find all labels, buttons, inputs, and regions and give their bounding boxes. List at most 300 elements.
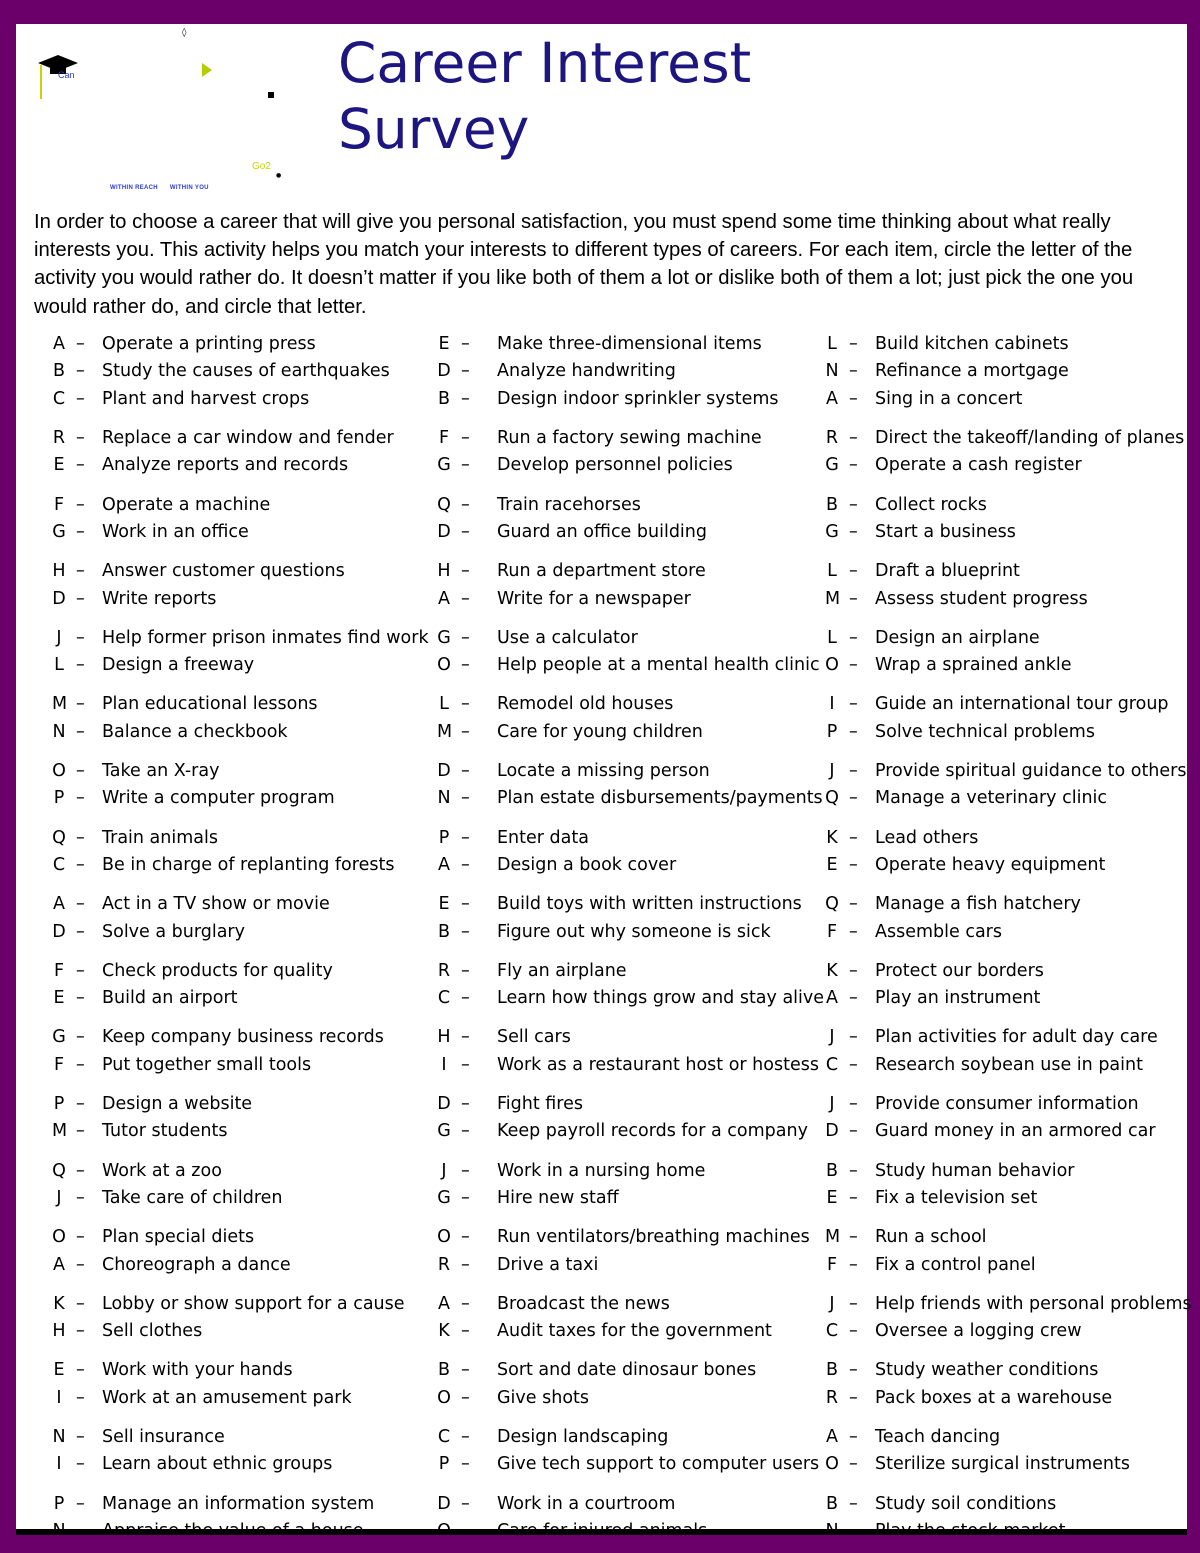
survey-item-activity: Check products for quality bbox=[102, 961, 333, 981]
survey-item-letter[interactable]: A bbox=[53, 894, 65, 914]
survey-item-activity: Locate a missing person bbox=[497, 761, 710, 781]
page-title-line1: Career Interest bbox=[338, 31, 752, 95]
survey-item-letter[interactable]: J bbox=[441, 1161, 447, 1181]
survey-item-activity: Study weather conditions bbox=[875, 1360, 1099, 1380]
survey-item-activity: Build toys with written instructions bbox=[497, 894, 802, 914]
survey-item-activity: Learn how things grow and stay alive bbox=[497, 988, 825, 1008]
survey-item-dash: – bbox=[76, 722, 85, 742]
survey-item-dash: – bbox=[76, 1027, 85, 1047]
survey-item-letter[interactable]: L bbox=[439, 694, 449, 714]
survey-item-activity: Fight fires bbox=[497, 1094, 583, 1114]
survey-item-dash: – bbox=[461, 1388, 470, 1408]
survey-item-dash: – bbox=[76, 855, 85, 875]
survey-item-dash: – bbox=[76, 561, 85, 581]
survey-item-dash: – bbox=[76, 1388, 85, 1408]
survey-item-activity: Solve a burglary bbox=[102, 922, 245, 942]
page-title bbox=[338, 30, 751, 162]
survey-item-dash: – bbox=[461, 694, 470, 714]
survey-item-letter[interactable]: G bbox=[437, 628, 451, 648]
survey-item-dash: – bbox=[461, 495, 470, 515]
survey-item-activity: Help people at a mental health clinic bbox=[497, 655, 820, 675]
survey-item-dash: – bbox=[76, 922, 85, 942]
survey-item-activity: Sterilize surgical instruments bbox=[875, 1454, 1130, 1474]
survey-item-letter[interactable]: P bbox=[438, 1454, 450, 1474]
survey-item-letter[interactable]: K bbox=[53, 1294, 65, 1314]
survey-item-letter[interactable]: P bbox=[53, 1094, 65, 1114]
survey-item-dash: – bbox=[461, 561, 470, 581]
survey-item-letter[interactable]: M bbox=[825, 589, 841, 609]
survey-item-activity: Replace a car window and fender bbox=[102, 428, 394, 448]
survey-item-letter[interactable]: B bbox=[437, 389, 450, 409]
survey-item-dash: – bbox=[461, 522, 470, 542]
survey-item-dash: – bbox=[461, 961, 470, 981]
survey-item-letter[interactable]: L bbox=[54, 655, 64, 675]
survey-item-letter[interactable]: F bbox=[826, 922, 838, 942]
survey-item-dash: – bbox=[849, 988, 858, 1008]
survey-item-activity: Give shots bbox=[497, 1388, 590, 1408]
survey-item-letter[interactable]: O bbox=[437, 1227, 451, 1247]
survey-item-activity: Lobby or show support for a cause bbox=[102, 1294, 405, 1314]
survey-item-letter[interactable]: K bbox=[438, 1321, 450, 1341]
survey-item-letter[interactable]: I bbox=[56, 1454, 62, 1474]
survey-item-letter[interactable]: O bbox=[825, 655, 839, 675]
page-border-top bbox=[0, 0, 1200, 24]
survey-item-dash: – bbox=[849, 389, 858, 409]
survey-item-dash: – bbox=[461, 1454, 470, 1474]
survey-item-letter[interactable]: F bbox=[53, 961, 65, 981]
survey-item-letter[interactable]: K bbox=[826, 961, 838, 981]
survey-item-dash: – bbox=[76, 495, 85, 515]
survey-item-activity: Study the causes of earthquakes bbox=[102, 361, 390, 381]
survey-item-dash: – bbox=[461, 428, 470, 448]
survey-item-dash: – bbox=[461, 1255, 470, 1275]
survey-item-dash: – bbox=[849, 589, 858, 609]
survey-item-letter[interactable]: P bbox=[53, 1494, 65, 1514]
survey-item-activity: Run a factory sewing machine bbox=[497, 428, 762, 448]
survey-item-activity: Direct the takeoff/landing of planes bbox=[875, 428, 1185, 448]
survey-item-letter[interactable]: B bbox=[825, 1360, 838, 1380]
survey-item-letter[interactable]: B bbox=[825, 495, 838, 515]
survey-item-activity: Guide an international tour group bbox=[875, 694, 1169, 714]
survey-item-dash: – bbox=[849, 1360, 858, 1380]
survey-item-letter[interactable]: I bbox=[441, 1055, 447, 1075]
survey-item-activity: Answer customer questions bbox=[102, 561, 345, 581]
survey-item-letter[interactable]: E bbox=[53, 455, 65, 475]
survey-item-letter[interactable]: O bbox=[825, 1454, 839, 1474]
logo-tick-icon: ● bbox=[276, 172, 282, 179]
survey-item-activity: Fly an airplane bbox=[497, 961, 627, 981]
survey-item-activity: Choreograph a dance bbox=[102, 1255, 291, 1275]
logo-can-text: Can bbox=[58, 70, 75, 80]
survey-item-activity: Analyze reports and records bbox=[102, 455, 349, 475]
survey-item-dash: – bbox=[76, 1454, 85, 1474]
survey-item-dash: – bbox=[76, 455, 85, 475]
survey-item-dash: – bbox=[461, 722, 470, 742]
survey-item-activity: Broadcast the news bbox=[497, 1294, 670, 1314]
survey-item-activity: Sing in a concert bbox=[875, 389, 1023, 409]
survey-item-dash: – bbox=[76, 1094, 85, 1114]
survey-item-activity: Use a calculator bbox=[497, 628, 638, 648]
survey-item-letter[interactable]: G bbox=[52, 522, 66, 542]
survey-item-letter[interactable]: O bbox=[437, 655, 451, 675]
survey-item-dash: – bbox=[461, 922, 470, 942]
survey-item-dash: – bbox=[76, 1121, 85, 1141]
survey-item-dash: – bbox=[461, 628, 470, 648]
survey-item-activity: Help former prison inmates find work bbox=[102, 628, 429, 648]
survey-item-letter[interactable]: A bbox=[826, 1427, 838, 1447]
arrow-right-icon bbox=[201, 62, 213, 78]
survey-item-letter[interactable]: F bbox=[53, 495, 65, 515]
survey-item-letter[interactable]: O bbox=[52, 1227, 66, 1247]
survey-item-letter[interactable]: C bbox=[52, 389, 66, 409]
survey-item-letter[interactable]: D bbox=[437, 761, 451, 781]
survey-item-letter[interactable]: F bbox=[53, 1055, 65, 1075]
survey-item-letter[interactable]: B bbox=[825, 1161, 838, 1181]
survey-item-dash: – bbox=[461, 1494, 470, 1514]
survey-item-activity: Research soybean use in paint bbox=[875, 1055, 1143, 1075]
survey-item-activity: Sell cars bbox=[497, 1027, 571, 1047]
survey-item-activity: Operate a printing press bbox=[102, 334, 316, 354]
survey-item-letter[interactable]: R bbox=[825, 1388, 839, 1408]
survey-item-dash: – bbox=[849, 455, 858, 475]
survey-item-activity: Balance a checkbook bbox=[102, 722, 288, 742]
survey-item-activity: Guard money in an armored car bbox=[875, 1121, 1156, 1141]
survey-item-activity: Hire new staff bbox=[497, 1188, 619, 1208]
survey-item-letter[interactable]: D bbox=[52, 589, 66, 609]
survey-item-activity: Build kitchen cabinets bbox=[875, 334, 1069, 354]
survey-item-dash: – bbox=[849, 628, 858, 648]
survey-item-letter[interactable]: Q bbox=[825, 788, 839, 808]
survey-item-dash: – bbox=[849, 1121, 858, 1141]
survey-item-activity: Help friends with personal problems bbox=[875, 1294, 1192, 1314]
survey-item-letter[interactable]: H bbox=[52, 1321, 66, 1341]
survey-item-letter[interactable]: N bbox=[52, 1427, 66, 1447]
survey-item-dash: – bbox=[76, 828, 85, 848]
survey-item-letter[interactable]: A bbox=[53, 334, 65, 354]
survey-item-activity: Design indoor sprinkler systems bbox=[497, 389, 779, 409]
survey-item-activity: Lead others bbox=[875, 828, 979, 848]
survey-item-letter[interactable]: E bbox=[53, 988, 65, 1008]
survey-item-activity: Operate heavy equipment bbox=[875, 855, 1106, 875]
survey-item-activity: Enter data bbox=[497, 828, 589, 848]
survey-item-dash: – bbox=[849, 1188, 858, 1208]
survey-item-dash: – bbox=[849, 1227, 858, 1247]
survey-item-letter[interactable]: F bbox=[826, 1255, 838, 1275]
survey-item-dash: – bbox=[461, 1227, 470, 1247]
survey-item-activity: Audit taxes for the government bbox=[497, 1321, 772, 1341]
survey-item-activity: Drive a taxi bbox=[497, 1255, 599, 1275]
survey-item-letter[interactable]: N bbox=[437, 788, 451, 808]
survey-item-activity: Wrap a sprained ankle bbox=[875, 655, 1072, 675]
survey-item-dash: – bbox=[76, 1294, 85, 1314]
survey-item-activity: Assemble cars bbox=[875, 922, 1002, 942]
survey-item-activity: Develop personnel policies bbox=[497, 455, 733, 475]
survey-item-letter[interactable]: M bbox=[437, 722, 453, 742]
survey-item-dash: – bbox=[461, 1094, 470, 1114]
survey-item-activity: Work in an office bbox=[102, 522, 249, 542]
survey-item-letter[interactable]: R bbox=[52, 428, 66, 448]
survey-item-dash: – bbox=[849, 1388, 858, 1408]
survey-item-dash: – bbox=[76, 1188, 85, 1208]
survey-item-letter[interactable]: C bbox=[825, 1321, 839, 1341]
survey-item-activity: Train racehorses bbox=[497, 495, 641, 515]
survey-item-dash: – bbox=[76, 522, 85, 542]
survey-item-dash: – bbox=[461, 1188, 470, 1208]
survey-item-activity: Keep payroll records for a company bbox=[497, 1121, 808, 1141]
survey-item-activity: Fix a television set bbox=[875, 1188, 1038, 1208]
survey-item-activity: Run a department store bbox=[497, 561, 706, 581]
survey-item-letter[interactable]: J bbox=[829, 1094, 835, 1114]
survey-item-activity: Fix a control panel bbox=[875, 1255, 1036, 1275]
survey-item-activity: Train animals bbox=[102, 828, 218, 848]
survey-item-dash: – bbox=[76, 361, 85, 381]
survey-item-letter[interactable]: Q bbox=[825, 894, 839, 914]
survey-item-letter[interactable]: C bbox=[437, 1427, 451, 1447]
survey-item-letter[interactable]: B bbox=[437, 922, 450, 942]
survey-item-activity: Keep company business records bbox=[102, 1027, 384, 1047]
survey-item-dash: – bbox=[461, 361, 470, 381]
survey-item-activity: Provide spiritual guidance to others bbox=[875, 761, 1187, 781]
survey-item-dash: – bbox=[849, 894, 858, 914]
survey-item-dash: – bbox=[461, 455, 470, 475]
survey-item-activity: Design landscaping bbox=[497, 1427, 669, 1447]
survey-item-activity: Design a website bbox=[102, 1094, 253, 1114]
survey-item-letter[interactable]: H bbox=[52, 561, 66, 581]
survey-item-letter[interactable]: E bbox=[826, 855, 838, 875]
survey-item-letter[interactable]: G bbox=[437, 1121, 451, 1141]
survey-item-dash: – bbox=[849, 495, 858, 515]
survey-item-activity: Sort and date dinosaur bones bbox=[497, 1360, 757, 1380]
survey-item-activity: Teach dancing bbox=[875, 1427, 1001, 1447]
survey-item-activity: Work in a nursing home bbox=[497, 1161, 706, 1181]
survey-item-dash: – bbox=[461, 1055, 470, 1075]
survey-item-activity: Sell clothes bbox=[102, 1321, 203, 1341]
survey-item-letter[interactable]: G bbox=[437, 1188, 451, 1208]
survey-item-letter[interactable]: E bbox=[438, 334, 450, 354]
survey-item-letter[interactable]: D bbox=[437, 1494, 451, 1514]
survey-item-letter[interactable]: P bbox=[53, 788, 65, 808]
survey-item-dash: – bbox=[849, 722, 858, 742]
survey-item-activity: Learn about ethnic groups bbox=[102, 1454, 333, 1474]
survey-item-letter[interactable]: H bbox=[437, 1027, 451, 1047]
survey-item-dash: – bbox=[849, 694, 858, 714]
survey-item-dash: – bbox=[849, 1454, 858, 1474]
survey-item-dash: – bbox=[76, 655, 85, 675]
page-border-right bbox=[1187, 0, 1200, 1553]
survey-item-letter[interactable]: D bbox=[437, 361, 451, 381]
survey-item-dash: – bbox=[461, 1294, 470, 1314]
survey-item-letter[interactable]: B bbox=[437, 1360, 450, 1380]
survey-item-letter[interactable]: J bbox=[56, 1188, 62, 1208]
survey-item-letter[interactable]: I bbox=[56, 1388, 62, 1408]
survey-item-dash: – bbox=[76, 589, 85, 609]
survey-item-letter[interactable]: O bbox=[52, 761, 66, 781]
survey-item-dash: – bbox=[76, 988, 85, 1008]
survey-item-dash: – bbox=[849, 334, 858, 354]
survey-item-activity: Oversee a logging crew bbox=[875, 1321, 1082, 1341]
survey-item-activity: Act in a TV show or movie bbox=[102, 894, 330, 914]
survey-item-dash: – bbox=[849, 961, 858, 981]
survey-item-activity: Manage an information system bbox=[102, 1494, 375, 1514]
survey-item-letter[interactable]: G bbox=[825, 455, 839, 475]
survey-item-letter[interactable]: M bbox=[825, 1227, 841, 1247]
survey-item-dash: – bbox=[849, 788, 858, 808]
survey-item-dash: – bbox=[461, 988, 470, 1008]
survey-item-letter[interactable]: C bbox=[825, 1055, 839, 1075]
survey-item-activity: Provide consumer information bbox=[875, 1094, 1139, 1114]
logo-tagline-right: WITHIN YOU bbox=[169, 185, 209, 191]
survey-item-activity: Guard an office building bbox=[497, 522, 707, 542]
survey-item-letter[interactable]: A bbox=[438, 1294, 450, 1314]
survey-item-activity: Take an X-ray bbox=[102, 761, 220, 781]
survey-item-letter[interactable]: L bbox=[827, 628, 837, 648]
survey-item-letter[interactable]: H bbox=[437, 561, 451, 581]
survey-item-letter[interactable]: G bbox=[825, 522, 839, 542]
survey-item-activity: Make three-dimensional items bbox=[497, 334, 762, 354]
survey-item-letter[interactable]: A bbox=[438, 589, 450, 609]
survey-item-letter[interactable]: R bbox=[437, 1255, 451, 1275]
survey-item-letter[interactable]: L bbox=[827, 561, 837, 581]
survey-item-activity: Care for young children bbox=[497, 722, 703, 742]
survey-item-dash: – bbox=[461, 1027, 470, 1047]
survey-item-letter[interactable]: Q bbox=[437, 495, 451, 515]
survey-item-dash: – bbox=[849, 1027, 858, 1047]
survey-item-activity: Write reports bbox=[102, 589, 217, 609]
survey-item-activity: Work at a zoo bbox=[102, 1161, 222, 1181]
survey-item-activity: Study human behavior bbox=[875, 1161, 1075, 1181]
survey-item-dash: – bbox=[76, 1360, 85, 1380]
survey-item-letter[interactable]: J bbox=[829, 1027, 835, 1047]
survey-item-activity: Be in charge of replanting forests bbox=[102, 855, 395, 875]
survey-item-activity: Assess student progress bbox=[875, 589, 1088, 609]
survey-item-letter[interactable]: D bbox=[437, 1094, 451, 1114]
survey-item-activity: Plan activities for adult day care bbox=[875, 1027, 1158, 1047]
survey-item-dash: – bbox=[461, 761, 470, 781]
survey-item-dash: – bbox=[849, 361, 858, 381]
survey-item-letter[interactable]: E bbox=[826, 1188, 838, 1208]
survey-item-activity: Design an airplane bbox=[875, 628, 1040, 648]
survey-item-dash: – bbox=[461, 1161, 470, 1181]
survey-item-dash: – bbox=[849, 1494, 858, 1514]
survey-item-dash: – bbox=[849, 561, 858, 581]
survey-item-dash: – bbox=[76, 1161, 85, 1181]
survey-item-letter[interactable]: M bbox=[52, 694, 68, 714]
page-border-bottom bbox=[0, 1535, 1200, 1553]
survey-item-dash: – bbox=[76, 389, 85, 409]
survey-item-dash: – bbox=[849, 761, 858, 781]
survey-item-letter[interactable]: F bbox=[438, 428, 450, 448]
survey-item-activity: Design a book cover bbox=[497, 855, 677, 875]
survey-item-dash: – bbox=[461, 1321, 470, 1341]
survey-item-letter[interactable]: D bbox=[825, 1121, 839, 1141]
page-border-left bbox=[0, 0, 16, 1553]
survey-item-dash: – bbox=[849, 1094, 858, 1114]
survey-item-letter[interactable]: P bbox=[826, 722, 838, 742]
survey-item-letter[interactable]: O bbox=[437, 1388, 451, 1408]
survey-item-letter[interactable]: A bbox=[53, 1255, 65, 1275]
survey-item-dash: – bbox=[849, 855, 858, 875]
survey-item-dash: – bbox=[76, 694, 85, 714]
survey-item-letter[interactable]: D bbox=[437, 522, 451, 542]
survey-item-letter[interactable]: B bbox=[825, 1494, 838, 1514]
survey-item-activity: Pack boxes at a warehouse bbox=[875, 1388, 1113, 1408]
survey-item-letter[interactable]: J bbox=[829, 761, 835, 781]
survey-item-dash: – bbox=[76, 628, 85, 648]
survey-item-dash: – bbox=[849, 428, 858, 448]
survey-item-letter[interactable]: P bbox=[438, 828, 450, 848]
survey-item-letter[interactable]: N bbox=[52, 722, 66, 742]
survey-item-letter[interactable]: Q bbox=[52, 1161, 66, 1181]
intro-paragraph: In order to choose a career that will give you personal satisfaction, you must spend some time thinking about what really interests you. This activity helps you match your interests to different types of careers. For each item, circle the letter of the activity you would rather do. It doesn’t matter if you like both of them a lot or dislike both of them a lot; just pick the one you would rather do, and circle that letter. bbox=[34, 211, 1134, 318]
survey-item-activity: Build an airport bbox=[102, 988, 238, 1008]
survey-item-letter[interactable]: A bbox=[438, 855, 450, 875]
survey-item-activity: Put together small tools bbox=[102, 1055, 312, 1075]
survey-item-letter[interactable]: J bbox=[56, 628, 62, 648]
survey-item-activity: Operate a machine bbox=[102, 495, 271, 515]
survey-item-activity: Work at an amusement park bbox=[102, 1388, 352, 1408]
survey-item-activity: Write for a newspaper bbox=[497, 589, 691, 609]
survey-item-dash: – bbox=[461, 589, 470, 609]
survey-item-letter[interactable]: A bbox=[826, 988, 838, 1008]
survey-item-dash: – bbox=[849, 828, 858, 848]
survey-item-activity: Play an instrument bbox=[875, 988, 1041, 1008]
survey-item-activity: Design a freeway bbox=[102, 655, 255, 675]
survey-item-letter[interactable]: K bbox=[826, 828, 838, 848]
survey-item-letter[interactable]: E bbox=[438, 894, 450, 914]
survey-item-activity: Figure out why someone is sick bbox=[497, 922, 771, 942]
survey-item-letter[interactable]: Q bbox=[52, 828, 66, 848]
survey-item-activity: Start a business bbox=[875, 522, 1016, 542]
survey-item-dash: – bbox=[76, 1321, 85, 1341]
logo-tagline bbox=[110, 185, 219, 191]
survey-item-dash: – bbox=[76, 1427, 85, 1447]
survey-item-dash: – bbox=[76, 334, 85, 354]
survey-item-dash: – bbox=[461, 655, 470, 675]
survey-item-letter[interactable]: R bbox=[825, 428, 839, 448]
survey-item-activity: Give tech support to computer users bbox=[497, 1454, 820, 1474]
survey-item-activity: Study soil conditions bbox=[875, 1494, 1057, 1514]
survey-item-letter[interactable]: G bbox=[437, 455, 451, 475]
survey-item-dash: – bbox=[849, 1294, 858, 1314]
survey-item-letter[interactable]: D bbox=[52, 922, 66, 942]
survey-item-dash: – bbox=[849, 1321, 858, 1341]
survey-item-letter[interactable]: G bbox=[52, 1027, 66, 1047]
survey-item-dash: – bbox=[461, 894, 470, 914]
survey-item-letter[interactable]: R bbox=[437, 961, 451, 981]
survey-item-dash: – bbox=[76, 1494, 85, 1514]
survey-item-activity: Run ventilators/breathing machines bbox=[497, 1227, 810, 1247]
survey-item-letter[interactable]: C bbox=[437, 988, 451, 1008]
survey-item-activity: Plan estate disbursements/payments bbox=[497, 788, 823, 808]
survey-item-letter[interactable]: B bbox=[52, 361, 65, 381]
survey-item-dash: – bbox=[76, 428, 85, 448]
survey-item-dash: – bbox=[461, 389, 470, 409]
survey-item-dash: – bbox=[76, 1227, 85, 1247]
survey-item-activity: Sell insurance bbox=[102, 1427, 225, 1447]
survey-item-letter[interactable]: E bbox=[53, 1360, 65, 1380]
logo-go2-text: Go2 bbox=[252, 161, 271, 172]
survey-item-letter[interactable]: I bbox=[829, 694, 835, 714]
logo-dot-icon bbox=[268, 92, 274, 98]
survey-item-letter[interactable]: J bbox=[829, 1294, 835, 1314]
survey-item-letter[interactable]: L bbox=[827, 334, 837, 354]
survey-item-activity: Remodel old houses bbox=[497, 694, 674, 714]
survey-item-letter[interactable]: C bbox=[52, 855, 66, 875]
survey-item-dash: – bbox=[76, 961, 85, 981]
survey-item-letter[interactable]: N bbox=[825, 361, 839, 381]
survey-item-letter[interactable]: M bbox=[52, 1121, 68, 1141]
survey-item-letter[interactable]: A bbox=[826, 389, 838, 409]
